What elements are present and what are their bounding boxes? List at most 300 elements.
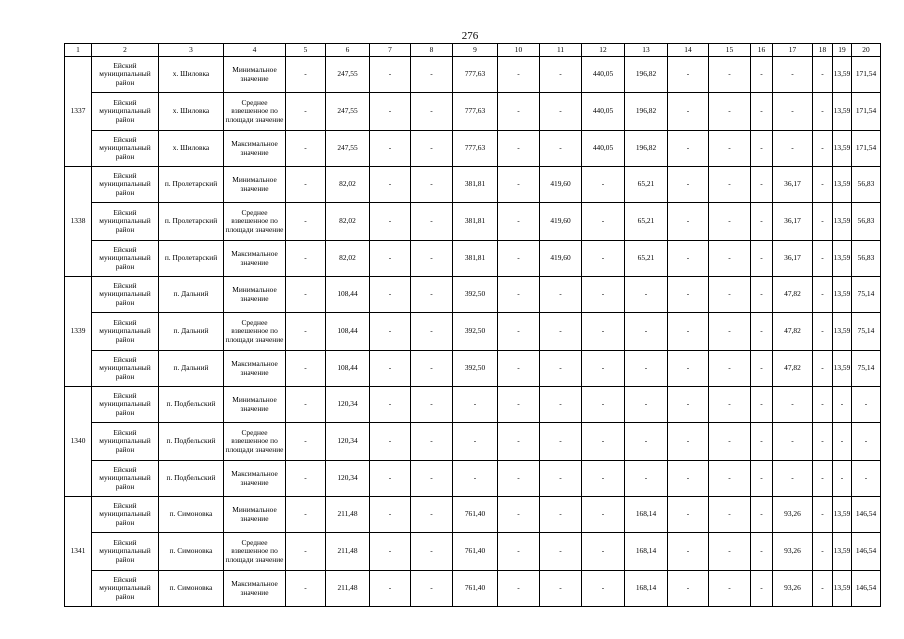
value-cell-col-12: - (582, 497, 625, 533)
value-cell-col-17: 93,26 (773, 533, 813, 571)
settlement-cell: п. Пролетарский (159, 203, 224, 241)
value-cell-col-19: 13,59 (833, 571, 852, 607)
value-cell-col-13: 65,21 (625, 167, 668, 203)
settlement-cell: п. Пролетарский (159, 241, 224, 277)
value-cell-col-20: - (852, 461, 881, 497)
value-cell-col-6: 247,55 (326, 131, 370, 167)
value-cell-col-16: - (751, 241, 773, 277)
value-cell-col-10: - (498, 277, 540, 313)
value-cell-col-5: - (286, 203, 326, 241)
value-cell-col-13: - (625, 387, 668, 423)
column-header-10: 10 (498, 44, 540, 57)
value-cell-col-16: - (751, 351, 773, 387)
value-cell-col-16: - (751, 131, 773, 167)
table-row (65, 277, 881, 313)
district-cell: Ейский муниципальный район (92, 533, 159, 571)
value-cell-col-19: - (833, 387, 852, 423)
value-cell-col-9: - (453, 423, 498, 461)
value-cell-col-11: - (540, 57, 582, 93)
value-cell-col-11: - (540, 497, 582, 533)
value-cell-col-14: - (668, 277, 709, 313)
value-cell-col-11: - (540, 277, 582, 313)
value-cell-col-10: - (498, 57, 540, 93)
table-wrapper (64, 43, 881, 607)
value-cell-col-10: - (498, 497, 540, 533)
indicator-cell: Максимальное значение (224, 461, 286, 497)
value-cell-col-19: - (833, 423, 852, 461)
value-cell-col-15: - (709, 497, 751, 533)
column-header-14: 14 (668, 44, 709, 57)
value-cell-col-20: - (852, 387, 881, 423)
value-cell-col-5: - (286, 533, 326, 571)
value-cell-col-15: - (709, 131, 751, 167)
value-cell-col-16: - (751, 461, 773, 497)
value-cell-col-19: 13,59 (833, 93, 852, 131)
value-cell-col-11: - (540, 533, 582, 571)
value-cell-col-20: 56,83 (852, 241, 881, 277)
indicator-cell: Минимальное значение (224, 167, 286, 203)
value-cell-col-11: 419,60 (540, 167, 582, 203)
value-cell-col-9: 761,40 (453, 533, 498, 571)
value-cell-col-13: - (625, 351, 668, 387)
value-cell-col-13: - (625, 313, 668, 351)
value-cell-col-11: - (540, 461, 582, 497)
value-cell-col-11: - (540, 93, 582, 131)
settlement-cell: п. Симоновка (159, 571, 224, 607)
value-cell-col-20: 146,54 (852, 497, 881, 533)
settlement-cell: х. Шиловка (159, 57, 224, 93)
column-header-1: 1 (65, 44, 92, 57)
column-header-11: 11 (540, 44, 582, 57)
table-row (65, 93, 881, 131)
value-cell-col-10: - (498, 241, 540, 277)
indicator-cell: Максимальное значение (224, 131, 286, 167)
value-cell-col-18: - (813, 571, 833, 607)
value-cell-col-17: - (773, 57, 813, 93)
value-cell-col-13: - (625, 461, 668, 497)
table-row (65, 167, 881, 203)
value-cell-col-18: - (813, 423, 833, 461)
value-cell-col-17: 47,82 (773, 313, 813, 351)
district-cell: Ейский муниципальный район (92, 423, 159, 461)
value-cell-col-17: 93,26 (773, 571, 813, 607)
value-cell-col-15: - (709, 241, 751, 277)
value-cell-col-5: - (286, 387, 326, 423)
value-cell-col-7: - (370, 57, 411, 93)
value-cell-col-7: - (370, 277, 411, 313)
value-cell-col-8: - (411, 131, 453, 167)
value-cell-col-9: 777,63 (453, 131, 498, 167)
district-cell: Ейский муниципальный район (92, 57, 159, 93)
row-id-cell: 1338 (65, 167, 92, 277)
value-cell-col-8: - (411, 423, 453, 461)
value-cell-col-13: 168,14 (625, 533, 668, 571)
value-cell-col-14: - (668, 203, 709, 241)
value-cell-col-10: - (498, 313, 540, 351)
value-cell-col-14: - (668, 131, 709, 167)
table-row (65, 423, 881, 461)
value-cell-col-15: - (709, 423, 751, 461)
column-header-18: 18 (813, 44, 833, 57)
value-cell-col-15: - (709, 351, 751, 387)
column-header-4: 4 (224, 44, 286, 57)
indicator-cell: Максимальное значение (224, 571, 286, 607)
value-cell-col-16: - (751, 497, 773, 533)
value-cell-col-7: - (370, 533, 411, 571)
value-cell-col-19: 13,59 (833, 313, 852, 351)
value-cell-col-6: 82,02 (326, 203, 370, 241)
value-cell-col-18: - (813, 241, 833, 277)
value-cell-col-12: 440,05 (582, 131, 625, 167)
value-cell-col-17: - (773, 423, 813, 461)
value-cell-col-19: 13,59 (833, 203, 852, 241)
value-cell-col-7: - (370, 351, 411, 387)
value-cell-col-6: 82,02 (326, 241, 370, 277)
value-cell-col-17: - (773, 387, 813, 423)
value-cell-col-12: - (582, 203, 625, 241)
settlement-cell: п. Пролетарский (159, 167, 224, 203)
value-cell-col-9: 381,81 (453, 241, 498, 277)
value-cell-col-19: 13,59 (833, 57, 852, 93)
district-cell: Ейский муниципальный район (92, 351, 159, 387)
value-cell-col-17: 47,82 (773, 277, 813, 313)
column-header-16: 16 (751, 44, 773, 57)
indicator-cell: Минимальное значение (224, 277, 286, 313)
value-cell-col-9: 392,50 (453, 277, 498, 313)
value-cell-col-18: - (813, 131, 833, 167)
table-row (65, 571, 881, 607)
value-cell-col-10: - (498, 571, 540, 607)
value-cell-col-10: - (498, 351, 540, 387)
value-cell-col-16: - (751, 423, 773, 461)
value-cell-col-6: 82,02 (326, 167, 370, 203)
settlement-cell: х. Шиловка (159, 93, 224, 131)
value-cell-col-8: - (411, 167, 453, 203)
value-cell-col-18: - (813, 93, 833, 131)
value-cell-col-14: - (668, 533, 709, 571)
value-cell-col-15: - (709, 571, 751, 607)
value-cell-col-7: - (370, 93, 411, 131)
value-cell-col-19: 13,59 (833, 351, 852, 387)
district-cell: Ейский муниципальный район (92, 203, 159, 241)
row-id-cell: 1341 (65, 497, 92, 607)
settlement-cell: п. Подбельский (159, 461, 224, 497)
value-cell-col-20: 56,83 (852, 167, 881, 203)
value-cell-col-18: - (813, 387, 833, 423)
indicator-cell: Минимальное значение (224, 497, 286, 533)
value-cell-col-12: - (582, 241, 625, 277)
value-cell-col-18: - (813, 57, 833, 93)
value-cell-col-7: - (370, 167, 411, 203)
value-cell-col-12: - (582, 277, 625, 313)
value-cell-col-18: - (813, 351, 833, 387)
district-cell: Ейский муниципальный район (92, 461, 159, 497)
value-cell-col-17: 36,17 (773, 167, 813, 203)
value-cell-col-14: - (668, 351, 709, 387)
value-cell-col-8: - (411, 277, 453, 313)
settlement-cell: п. Дальний (159, 313, 224, 351)
value-cell-col-14: - (668, 387, 709, 423)
value-cell-col-13: 65,21 (625, 241, 668, 277)
table-row (65, 497, 881, 533)
value-cell-col-10: - (498, 93, 540, 131)
value-cell-col-18: - (813, 203, 833, 241)
value-cell-col-14: - (668, 571, 709, 607)
value-cell-col-20: 75,14 (852, 351, 881, 387)
value-cell-col-11: 419,60 (540, 241, 582, 277)
table-body (65, 57, 881, 607)
value-cell-col-6: 108,44 (326, 313, 370, 351)
column-header-5: 5 (286, 44, 326, 57)
indicator-cell: Максимальное значение (224, 351, 286, 387)
value-cell-col-5: - (286, 497, 326, 533)
district-cell: Ейский муниципальный район (92, 93, 159, 131)
value-cell-col-10: - (498, 387, 540, 423)
value-cell-col-17: 36,17 (773, 241, 813, 277)
table-row (65, 313, 881, 351)
value-cell-col-5: - (286, 313, 326, 351)
value-cell-col-16: - (751, 57, 773, 93)
value-cell-col-9: - (453, 461, 498, 497)
table-row (65, 533, 881, 571)
value-cell-col-18: - (813, 497, 833, 533)
district-cell: Ейский муниципальный район (92, 241, 159, 277)
value-cell-col-16: - (751, 313, 773, 351)
indicator-cell: Среднее взвешенное по площади значение (224, 203, 286, 241)
value-cell-col-16: - (751, 571, 773, 607)
value-cell-col-11: - (540, 423, 582, 461)
value-cell-col-7: - (370, 241, 411, 277)
value-cell-col-8: - (411, 241, 453, 277)
value-cell-col-10: - (498, 203, 540, 241)
value-cell-col-20: 171,54 (852, 93, 881, 131)
value-cell-col-19: 13,59 (833, 497, 852, 533)
row-id-cell: 1339 (65, 277, 92, 387)
value-cell-col-14: - (668, 423, 709, 461)
column-header-17: 17 (773, 44, 813, 57)
value-cell-col-17: - (773, 461, 813, 497)
value-cell-col-15: - (709, 277, 751, 313)
value-cell-col-15: - (709, 167, 751, 203)
value-cell-col-5: - (286, 241, 326, 277)
value-cell-col-8: - (411, 497, 453, 533)
value-cell-col-7: - (370, 461, 411, 497)
value-cell-col-15: - (709, 461, 751, 497)
value-cell-col-7: - (370, 203, 411, 241)
value-cell-col-20: 75,14 (852, 277, 881, 313)
value-cell-col-19: 13,59 (833, 131, 852, 167)
value-cell-col-14: - (668, 57, 709, 93)
value-cell-col-14: - (668, 93, 709, 131)
row-id-cell: 1337 (65, 57, 92, 167)
value-cell-col-15: - (709, 387, 751, 423)
column-header-12: 12 (582, 44, 625, 57)
value-cell-col-16: - (751, 277, 773, 313)
value-cell-col-5: - (286, 167, 326, 203)
value-cell-col-13: 168,14 (625, 497, 668, 533)
value-cell-col-9: 381,81 (453, 167, 498, 203)
settlement-cell: п. Подбельский (159, 387, 224, 423)
value-cell-col-5: - (286, 93, 326, 131)
value-cell-col-12: - (582, 533, 625, 571)
district-cell: Ейский муниципальный район (92, 131, 159, 167)
value-cell-col-14: - (668, 167, 709, 203)
value-cell-col-18: - (813, 277, 833, 313)
value-cell-col-15: - (709, 203, 751, 241)
page-number: 276 (461, 30, 479, 42)
indicator-cell: Среднее взвешенное по площади значение (224, 423, 286, 461)
value-cell-col-7: - (370, 423, 411, 461)
value-cell-col-19: 13,59 (833, 167, 852, 203)
value-cell-col-12: - (582, 423, 625, 461)
value-cell-col-11: 419,60 (540, 203, 582, 241)
value-cell-col-11: - (540, 131, 582, 167)
value-cell-col-8: - (411, 351, 453, 387)
value-cell-col-10: - (498, 131, 540, 167)
value-cell-col-20: 56,83 (852, 203, 881, 241)
column-header-3: 3 (159, 44, 224, 57)
value-cell-col-10: - (498, 167, 540, 203)
value-cell-col-8: - (411, 571, 453, 607)
value-cell-col-5: - (286, 351, 326, 387)
settlement-cell: п. Симоновка (159, 533, 224, 571)
column-header-6: 6 (326, 44, 370, 57)
value-cell-col-13: 196,82 (625, 57, 668, 93)
value-cell-col-15: - (709, 93, 751, 131)
value-cell-col-15: - (709, 313, 751, 351)
value-cell-col-7: - (370, 131, 411, 167)
value-cell-col-6: 247,55 (326, 93, 370, 131)
value-cell-col-13: 168,14 (625, 571, 668, 607)
value-cell-col-17: 36,17 (773, 203, 813, 241)
column-header-8: 8 (411, 44, 453, 57)
value-cell-col-7: - (370, 313, 411, 351)
value-cell-col-9: 381,81 (453, 203, 498, 241)
value-cell-col-12: - (582, 351, 625, 387)
value-cell-col-15: - (709, 533, 751, 571)
value-cell-col-9: 761,40 (453, 497, 498, 533)
value-cell-col-18: - (813, 167, 833, 203)
value-cell-col-5: - (286, 461, 326, 497)
value-cell-col-14: - (668, 313, 709, 351)
value-cell-col-16: - (751, 93, 773, 131)
value-cell-col-9: 761,40 (453, 571, 498, 607)
value-cell-col-5: - (286, 277, 326, 313)
value-cell-col-5: - (286, 57, 326, 93)
value-cell-col-6: 211,48 (326, 533, 370, 571)
indicator-cell: Максимальное значение (224, 241, 286, 277)
value-cell-col-5: - (286, 131, 326, 167)
value-cell-col-16: - (751, 387, 773, 423)
value-cell-col-8: - (411, 57, 453, 93)
value-cell-col-9: 777,63 (453, 93, 498, 131)
value-cell-col-5: - (286, 571, 326, 607)
value-cell-col-13: 65,21 (625, 203, 668, 241)
value-cell-col-7: - (370, 497, 411, 533)
value-cell-col-13: - (625, 277, 668, 313)
value-cell-col-10: - (498, 533, 540, 571)
value-cell-col-6: 108,44 (326, 277, 370, 313)
value-cell-col-11: - (540, 571, 582, 607)
value-cell-col-13: 196,82 (625, 93, 668, 131)
value-cell-col-16: - (751, 167, 773, 203)
value-cell-col-13: - (625, 423, 668, 461)
indicator-cell: Среднее взвешенное по площади значение (224, 313, 286, 351)
column-header-9: 9 (453, 44, 498, 57)
settlement-cell: п. Дальний (159, 277, 224, 313)
data-table (64, 43, 881, 607)
value-cell-col-9: 392,50 (453, 351, 498, 387)
value-cell-col-10: - (498, 461, 540, 497)
value-cell-col-19: 13,59 (833, 241, 852, 277)
indicator-cell: Среднее взвешенное по площади значение (224, 533, 286, 571)
table-row (65, 461, 881, 497)
value-cell-col-11: - (540, 351, 582, 387)
table-row (65, 57, 881, 93)
value-cell-col-6: 108,44 (326, 351, 370, 387)
value-cell-col-6: 247,55 (326, 57, 370, 93)
value-cell-col-17: - (773, 93, 813, 131)
district-cell: Ейский муниципальный район (92, 497, 159, 533)
value-cell-col-19: 13,59 (833, 277, 852, 313)
column-header-19: 19 (833, 44, 852, 57)
district-cell: Ейский муниципальный район (92, 277, 159, 313)
value-cell-col-8: - (411, 461, 453, 497)
column-header-13: 13 (625, 44, 668, 57)
value-cell-col-12: - (582, 461, 625, 497)
value-cell-col-20: - (852, 423, 881, 461)
district-cell: Ейский муниципальный район (92, 387, 159, 423)
value-cell-col-14: - (668, 497, 709, 533)
value-cell-col-16: - (751, 203, 773, 241)
value-cell-col-12: 440,05 (582, 57, 625, 93)
value-cell-col-7: - (370, 387, 411, 423)
column-header-7: 7 (370, 44, 411, 57)
table-row (65, 241, 881, 277)
value-cell-col-17: 93,26 (773, 497, 813, 533)
district-cell: Ейский муниципальный район (92, 313, 159, 351)
table-row (65, 387, 881, 423)
value-cell-col-6: 120,34 (326, 387, 370, 423)
value-cell-col-9: 392,50 (453, 313, 498, 351)
value-cell-col-6: 120,34 (326, 423, 370, 461)
value-cell-col-12: 440,05 (582, 93, 625, 131)
settlement-cell: п. Дальний (159, 351, 224, 387)
value-cell-col-20: 146,54 (852, 533, 881, 571)
value-cell-col-12: - (582, 571, 625, 607)
value-cell-col-13: 196,82 (625, 131, 668, 167)
value-cell-col-12: - (582, 387, 625, 423)
indicator-cell: Минимальное значение (224, 57, 286, 93)
value-cell-col-8: - (411, 387, 453, 423)
value-cell-col-9: 777,63 (453, 57, 498, 93)
value-cell-col-20: 146,54 (852, 571, 881, 607)
table-row (65, 203, 881, 241)
table-row (65, 131, 881, 167)
value-cell-col-17: 47,82 (773, 351, 813, 387)
value-cell-col-9: - (453, 387, 498, 423)
value-cell-col-14: - (668, 461, 709, 497)
value-cell-col-11: - (540, 313, 582, 351)
indicator-cell: Минимальное значение (224, 387, 286, 423)
column-header-2: 2 (92, 44, 159, 57)
value-cell-col-15: - (709, 57, 751, 93)
value-cell-col-6: 211,48 (326, 571, 370, 607)
value-cell-col-18: - (813, 533, 833, 571)
value-cell-col-8: - (411, 533, 453, 571)
value-cell-col-20: 171,54 (852, 57, 881, 93)
header-row (65, 44, 881, 57)
